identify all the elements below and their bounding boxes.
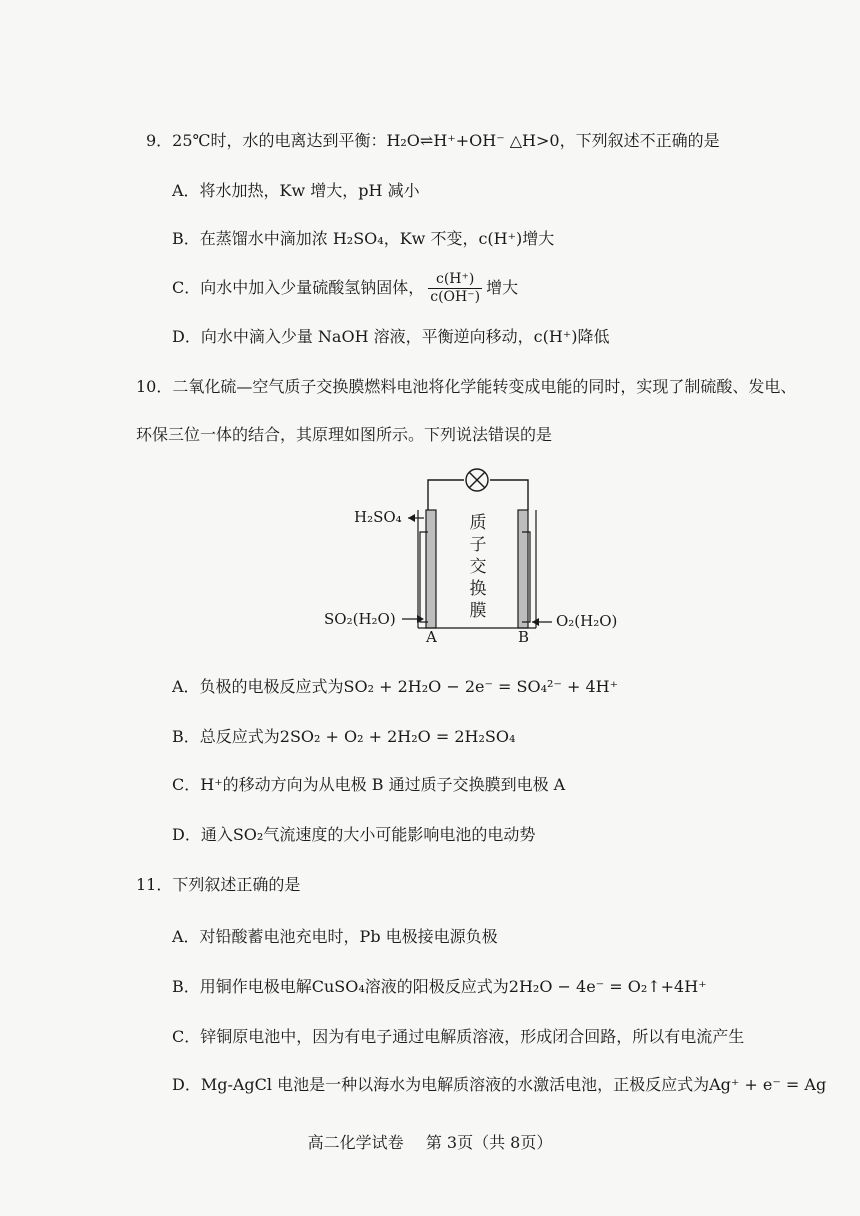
q9-option-b: B．在蒸馏水中滴加浓 H₂SO₄，Kw 不变，c(H⁺)增大 [172,229,555,248]
h2so4-arrow [408,514,424,522]
page-footer [0,1130,860,1153]
membrane-char: 子 [469,535,487,555]
q11-option-d: D．Mg-AgCl 电池是一种以海水为电解质溶液的水激活电池，正极反应式为Ag⁺ + e⁻ = Ag [172,1075,827,1094]
q9-option-c-suffix: 增大 [486,278,519,297]
fuel-cell-diagram [320,462,630,652]
q10-option-c: C．H⁺的移动方向为从电极 B 通过质子交换膜到电极 A [172,775,566,794]
footer-page-number: 第 3页（共 8页） [425,1133,553,1152]
fraction-denominator: c(OH⁻) [430,289,481,305]
q11-option-c: C．锌铜原电池中，因为有电子通过电解质溶液，形成闭合回路，所以有电流产生 [172,1027,745,1046]
q10-option-a: A．负极的电极反应式为SO₂ + 2H₂O − 2e⁻ = SO₄²⁻ + 4H⁺ [172,677,619,696]
label-h2so4: H₂SO₄ [354,508,402,526]
q9-option-a: A．将水加热，Kw 增大，pH 减小 [172,181,420,200]
q9-stem: 9．25℃时，水的电离达到平衡：H₂O⇌H⁺+OH⁻ △H>0，下列叙述不正确的是 [146,131,720,150]
electrode-a-label: A [426,628,437,646]
electrode-a [426,510,436,628]
membrane-char: 膜 [469,601,487,621]
q9-option-d: D．向水中滴入少量 NaOH 溶液，平衡逆向移动，c(H⁺)降低 [172,327,610,346]
membrane-char: 交 [469,557,487,577]
label-so2: SO₂(H₂O) [324,610,396,628]
footer-title: 高二化学试卷 [307,1133,404,1152]
q11-option-b: B．用铜作电极电解CuSO₄溶液的阳极反应式为2H₂O − 4e⁻ = O₂↑+4H⁺ [172,977,707,996]
q11-option-a: A．对铅酸蓄电池充电时，Pb 电极接电源负极 [172,927,498,946]
fraction [428,271,482,306]
label-o2: O₂(H₂O) [556,612,618,630]
q9-option-c-prefix: C．向水中加入少量硫酸氢钠固体， [172,278,425,297]
q10-stem-line2: 环保三位一体的结合，其原理如图所示。下列说法错误的是 [136,425,553,444]
q10-option-b: B．总反应式为2SO₂ + O₂ + 2H₂O = 2H₂SO₄ [172,727,516,746]
membrane-char: 质 [469,513,487,533]
q9-option-c [172,268,518,308]
q10-stem-line1: 10．二氧化硫—空气质子交换膜燃料电池将化学能转变成电能的同时，实现了制硫酸、发电、 [136,377,797,396]
q10-option-d: D．通入SO₂气流速度的大小可能影响电池的电动势 [172,825,536,844]
external-wire [428,480,528,510]
membrane-char: 换 [469,579,487,599]
fraction-numerator: c(H⁺) [428,271,482,289]
electrode-b-label: B [518,628,530,646]
o2-arrow [532,618,552,626]
q11-stem: 11．下列叙述正确的是 [136,875,301,894]
electrode-b [518,510,528,628]
lamp-icon [466,469,488,491]
membrane-label [468,512,488,622]
